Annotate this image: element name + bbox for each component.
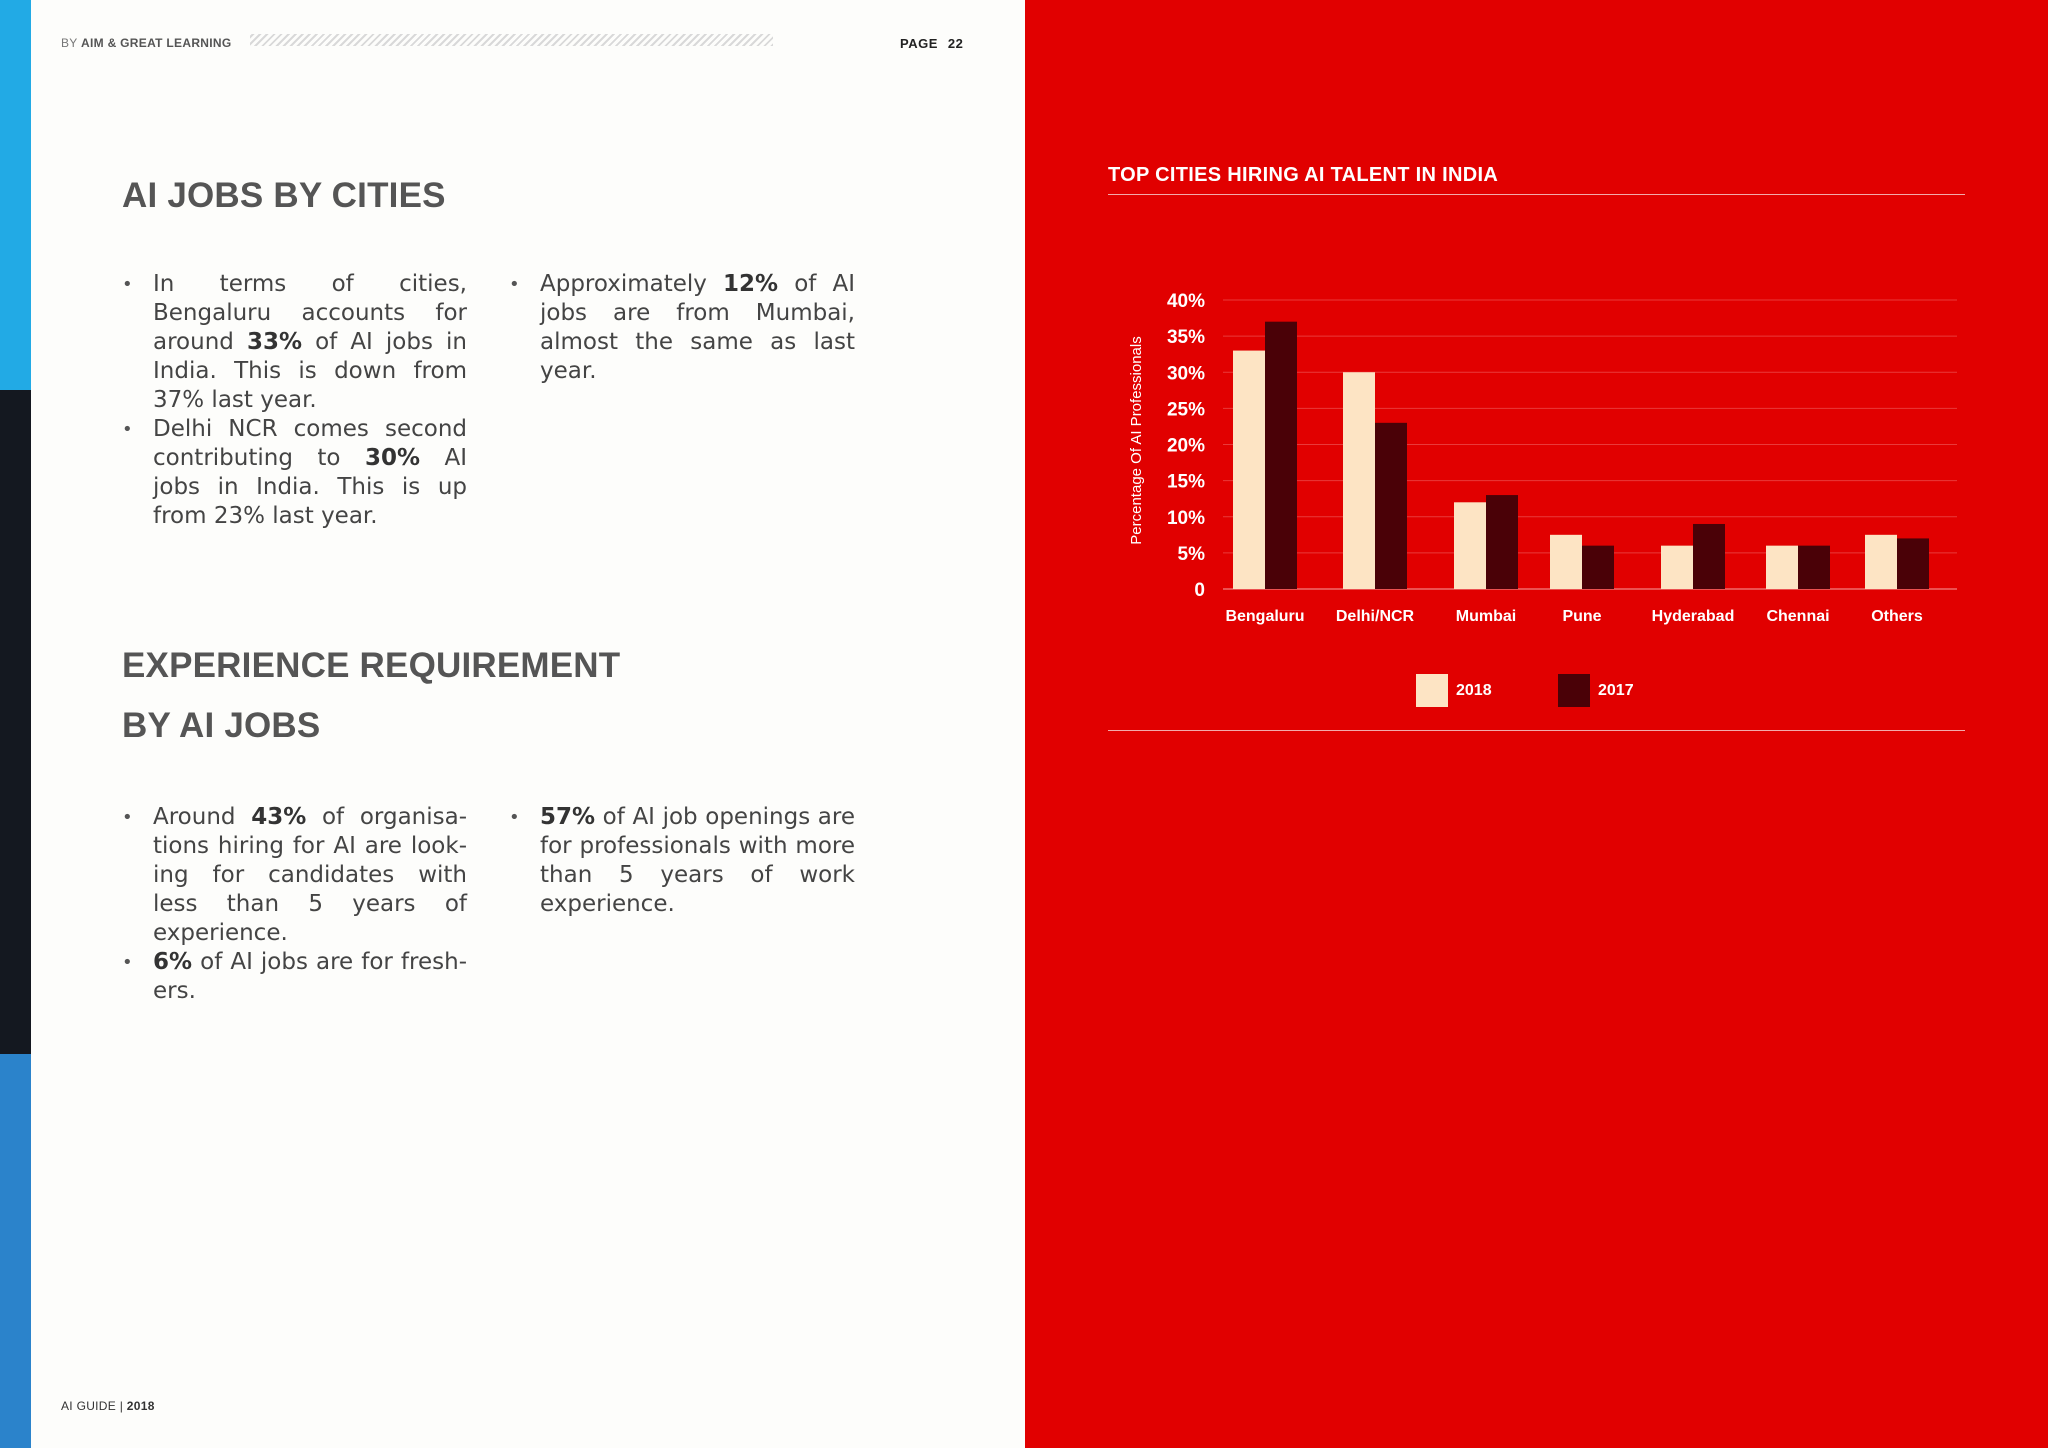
chart-panel — [1025, 0, 2048, 1448]
bar-2018-hyderabad — [1661, 546, 1693, 589]
bar-2017-pune — [1582, 546, 1614, 589]
bullet-text: of AI jobs are for fresh-ers. — [153, 949, 467, 1004]
accent-stripe-top — [0, 0, 31, 390]
y-tick-label: 40% — [1166, 291, 1205, 312]
bar-2017-mumbai — [1486, 495, 1518, 589]
section-title-cities: AI JOBS BY CITIES — [122, 176, 446, 215]
experience-column-2 — [509, 803, 855, 919]
x-tick-label: Delhi/NCR — [1335, 608, 1415, 625]
header-hatch-divider — [250, 34, 773, 46]
y-tick-label: 25% — [1166, 399, 1205, 421]
bar-2018-delhincr — [1343, 372, 1375, 589]
y-tick-label: 0 — [1194, 580, 1205, 601]
chart-rule-bottom — [1108, 730, 1965, 731]
bar-2017-others — [1897, 538, 1929, 589]
section-title-line-2: BY AI JOBS — [122, 706, 321, 745]
accent-stripe-middle — [0, 390, 31, 1054]
x-tick-label: Bengaluru — [1225, 608, 1305, 625]
page-value: 22 — [947, 36, 964, 51]
bullet-text: Delhi NCR comes second contributing to — [153, 416, 467, 471]
bullet-item — [122, 803, 467, 948]
header-by: BY — [61, 36, 78, 50]
section-title-line-1: EXPERIENCE REQUIREMENT — [122, 646, 621, 685]
legend-swatch-2017 — [1558, 674, 1590, 707]
bullet-highlight: 6% — [153, 949, 193, 975]
x-tick-label: Chennai — [1766, 608, 1830, 625]
experience-column-1 — [122, 803, 467, 1006]
bar-2018-pune — [1550, 535, 1582, 589]
bullet-item — [122, 948, 467, 1006]
x-tick-label: Mumbai — [1455, 608, 1517, 625]
legend-swatch-2018 — [1416, 674, 1448, 707]
bullet-text: of organisa-tions hiring for AI are look-ing for candidates with less than 5 years of experience. — [153, 804, 468, 946]
header-org: AIM & GREAT LEARNING — [81, 36, 232, 50]
bullet-text: In terms of cities, Bengaluru accounts for around — [153, 271, 467, 355]
cities-column-2 — [509, 270, 855, 386]
x-tick-label: Others — [1871, 608, 1923, 625]
section-title-experience — [122, 636, 620, 756]
bullet-item — [509, 803, 855, 919]
bar-2017-delhincr — [1375, 423, 1407, 589]
x-tick-label: Hyderabad — [1651, 608, 1735, 625]
bar-2018-bengaluru — [1233, 351, 1265, 589]
bar-2018-chennai — [1766, 546, 1798, 589]
legend-label-2018: 2018 — [1456, 681, 1492, 699]
y-tick-label: 20% — [1166, 435, 1205, 457]
bullet-text: AI jobs in India. This is up from 23% last year. — [153, 445, 467, 529]
footer-guide: AI GUIDE | — [61, 1399, 124, 1413]
bar-2017-bengaluru — [1265, 322, 1297, 589]
y-tick-label: 5% — [1177, 543, 1205, 565]
chart-title: TOP CITIES HIRING AI TALENT IN INDIA — [1108, 164, 1499, 186]
header-publisher — [61, 36, 232, 50]
bar-chart — [1025, 270, 2048, 650]
bullet-item — [122, 270, 467, 415]
legend-label-2017: 2017 — [1598, 681, 1634, 699]
bar-2018-others — [1865, 535, 1897, 589]
footer — [61, 1399, 155, 1413]
cities-column-1 — [122, 270, 467, 531]
y-tick-label: 10% — [1166, 507, 1205, 529]
accent-stripe-bottom — [0, 1054, 31, 1448]
bullet-highlight: 30% — [364, 445, 421, 471]
bar-2017-hyderabad — [1693, 524, 1725, 589]
bullet-highlight: 57% — [540, 804, 596, 830]
y-tick-label: 35% — [1166, 327, 1205, 349]
x-tick-label: Pune — [1562, 608, 1602, 625]
footer-year: 2018 — [126, 1399, 155, 1413]
bullet-item — [122, 415, 467, 531]
bullet-item — [509, 270, 855, 386]
y-tick-label: 30% — [1166, 363, 1205, 385]
bullet-highlight: 12% — [723, 271, 779, 297]
bar-2017-chennai — [1798, 546, 1830, 589]
bullet-highlight: 43% — [251, 804, 307, 830]
y-axis-label: Percentage Of AI Professionals — [1128, 336, 1145, 545]
y-tick-label: 15% — [1166, 471, 1205, 493]
bar-2018-mumbai — [1454, 502, 1486, 589]
legend-item-2017 — [1558, 674, 1634, 707]
chart-rule-top — [1108, 194, 1965, 195]
page-number — [900, 36, 963, 51]
bullet-text: of AI jobs in India. This is down from 37% last year. — [153, 329, 467, 413]
legend-item-2018 — [1416, 674, 1492, 707]
bullet-highlight: 33% — [246, 329, 303, 355]
bullet-text: of AI job openings are for professionals with more than 5 years of work experience. — [540, 804, 855, 917]
page-label: PAGE — [900, 36, 938, 51]
bullet-text: Around — [153, 804, 252, 830]
bullet-text: of AI jobs are from Mumbai, almost the same as last year. — [540, 271, 855, 384]
bullet-text: Approximately — [540, 271, 724, 297]
